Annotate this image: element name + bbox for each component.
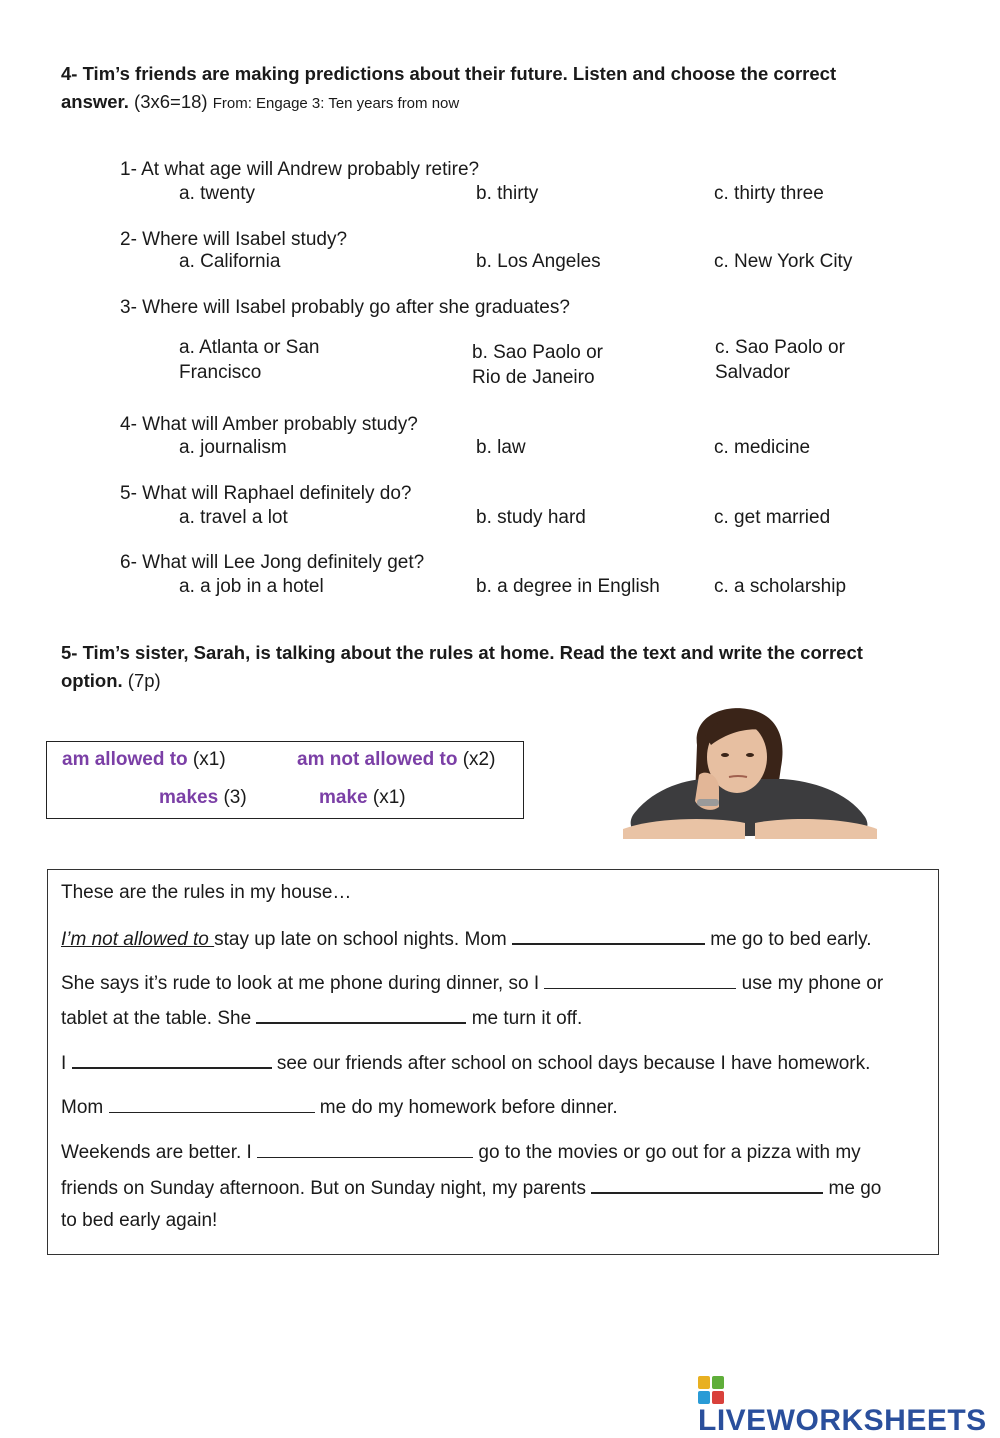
q5-option-b[interactable]: b. study hard (476, 507, 586, 528)
text-line-7a: Weekends are better. I (61, 1142, 252, 1163)
q1-option-c[interactable]: c. thirty three (714, 183, 824, 204)
word-option-3 (159, 787, 247, 809)
question-6: 6- What will Lee Jong definitely get? (120, 552, 425, 573)
text-line-7 (61, 1139, 861, 1166)
text-line-2 (61, 925, 872, 953)
text-line-3 (61, 970, 883, 997)
q6-option-c[interactable]: c. a scholarship (714, 576, 847, 597)
section-5-heading (61, 639, 961, 695)
q3-option-a[interactable] (179, 335, 320, 385)
logo-icon (698, 1376, 724, 1404)
word-option-4-count: (x1) (367, 787, 406, 808)
text-line-3a: She says it’s rude to look at me phone during dinner, so I (61, 973, 540, 994)
answer-blank-4[interactable] (72, 1049, 272, 1069)
section-4-points: (3x6=18) (134, 91, 208, 112)
question-5: 5- What will Raphael definitely do? (120, 483, 412, 504)
text-line-4b: me turn it off. (471, 1008, 583, 1029)
text-line-6b: me do my homework before dinner. (319, 1097, 618, 1118)
text-line-2a: stay up late on school nights. Mom (214, 929, 507, 950)
rules-text-box (47, 869, 939, 1255)
word-option-2-label: am not allowed to (297, 749, 458, 770)
q3-option-a-line2: Francisco (179, 362, 262, 383)
girl-photo (615, 705, 885, 845)
question-4: 4- What will Amber probably study? (120, 414, 418, 435)
word-option-1-label: am allowed to (62, 749, 188, 770)
text-line-6 (61, 1094, 618, 1121)
question-1: 1- At what age will Andrew probably retire? (120, 159, 480, 180)
word-option-2 (297, 749, 495, 771)
q3-option-c-line2: Salvador (715, 362, 790, 383)
q2-option-a[interactable]: a. California (179, 251, 281, 272)
text-line-5a: I (61, 1053, 67, 1074)
liveworksheets-logo (698, 1376, 1000, 1438)
section-4-title-end: answer. (61, 91, 129, 112)
text-line-8b: me go (828, 1178, 882, 1199)
text-line-5b: see our friends after school on school days because I have homework. (276, 1053, 871, 1074)
q1-option-b[interactable]: b. thirty (476, 183, 539, 204)
q4-option-c[interactable]: c. medicine (714, 437, 811, 458)
section-4-source: From: Engage 3: Ten years from now (212, 95, 460, 112)
answer-blank-1[interactable] (512, 925, 705, 945)
question-3: 3- Where will Isabel probably go after she graduates? (120, 297, 570, 318)
q3-option-a-line1: a. Atlanta or San (179, 337, 320, 358)
section-4-heading (61, 60, 961, 118)
q6-option-b[interactable]: b. a degree in English (476, 576, 660, 597)
section-5-title: 5- Tim’s sister, Sarah, is talking about the rules at home. Read the text and write the correct (61, 642, 863, 663)
text-line-4a: tablet at the table. She (61, 1008, 252, 1029)
word-option-3-count: (3) (218, 787, 247, 808)
text-line-6a: Mom (61, 1097, 104, 1118)
word-option-4 (319, 787, 406, 809)
text-line-8a: friends on Sunday afternoon. But on Sunday night, my parents (61, 1178, 586, 1199)
section-4-title: 4- Tim’s friends are making predictions about their future. Listen and choose the correct (61, 63, 837, 84)
q2-option-b[interactable]: b. Los Angeles (476, 251, 601, 272)
text-line-9: to bed early again! (61, 1210, 218, 1231)
word-option-1-count: (x1) (187, 749, 226, 770)
answer-blank-6[interactable] (257, 1139, 473, 1158)
answer-blank-7[interactable] (591, 1174, 823, 1194)
logo-text: LIVEWORKSHEETS (698, 1404, 987, 1437)
q3-option-b[interactable] (472, 340, 603, 390)
text-line-3b: use my phone or (741, 973, 884, 994)
word-option-4-label: make (319, 787, 368, 808)
example-answer: I’m not allowed to (61, 929, 215, 950)
q6-option-a[interactable]: a. a job in a hotel (179, 576, 324, 597)
q3-option-c-line1: c. Sao Paolo or (715, 337, 845, 358)
section-5-points: (7p) (127, 670, 161, 691)
q3-option-c[interactable] (715, 335, 845, 385)
q5-option-a[interactable]: a. travel a lot (179, 507, 288, 528)
q1-option-a[interactable]: a. twenty (179, 183, 256, 204)
section-5-title-end: option. (61, 670, 123, 691)
q3-option-b-line1: b. Sao Paolo or (472, 342, 603, 363)
answer-blank-2[interactable] (544, 970, 736, 989)
q2-option-c[interactable]: c. New York City (714, 251, 853, 272)
text-line-4 (61, 1004, 582, 1032)
text-line-1: These are the rules in my house… (61, 882, 352, 903)
q4-option-a[interactable]: a. journalism (179, 437, 287, 458)
word-box (46, 741, 524, 819)
answer-blank-3[interactable] (256, 1004, 466, 1024)
word-option-2-count: (x2) (457, 749, 496, 770)
word-option-1 (62, 749, 226, 771)
word-option-3-label: makes (159, 787, 219, 808)
text-line-8 (61, 1174, 881, 1202)
question-2: 2- Where will Isabel study? (120, 229, 348, 250)
q4-option-b[interactable]: b. law (476, 437, 526, 458)
q3-option-b-line2: Rio de Janeiro (472, 367, 595, 388)
text-line-2b: me go to bed early. (710, 929, 872, 950)
text-line-5 (61, 1049, 870, 1077)
answer-blank-5[interactable] (109, 1094, 315, 1113)
q5-option-c[interactable]: c. get married (714, 507, 831, 528)
text-line-7b: go to the movies or go out for a pizza with my (478, 1142, 861, 1163)
